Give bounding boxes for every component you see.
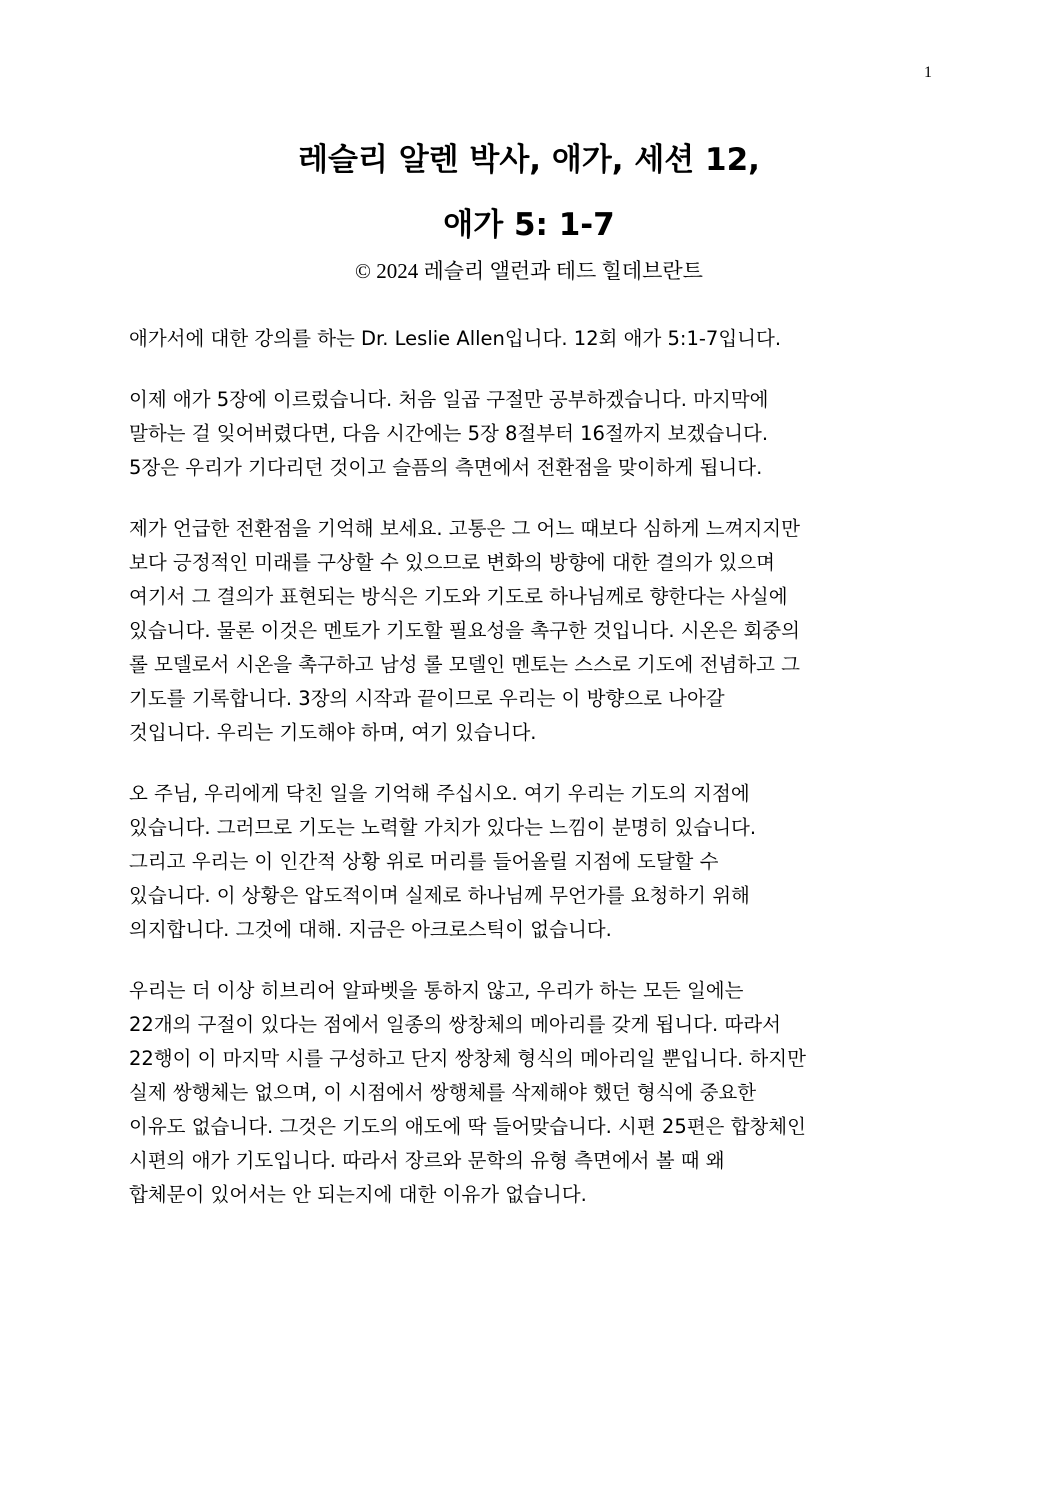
paragraph-chapter-5 bbox=[129, 383, 935, 485]
text-line: 애가서에 대한 강의를 하는 Dr. Leslie Allen입니다. 12회 애가 5:1-7입니다. bbox=[129, 327, 782, 350]
copyright-notice: © 2024 레슬리 앨런과 테드 힐데브란트 bbox=[355, 259, 703, 283]
text-line: 이유도 없습니다. 그것은 기도의 애도에 딱 들어맞습니다. 시편 25편은 합창체인 bbox=[129, 1115, 806, 1138]
page-number: 1 bbox=[924, 64, 932, 81]
text-line: 롤 모델로서 시온을 촉구하고 남성 롤 모델인 멘토는 스스로 기도에 전념하고 그 bbox=[129, 653, 800, 676]
text-line: 합체문이 있어서는 안 되는지에 대한 이유가 없습니다. bbox=[129, 1183, 587, 1206]
text-line: 의지합니다. 그것에 대해. 지금은 아크로스틱이 없습니다. bbox=[129, 918, 612, 941]
paragraph-acrostic bbox=[129, 974, 935, 1212]
document-title-line-1: 레슬리 알렌 박사, 애가, 세션 12, bbox=[298, 142, 760, 178]
text-line: 22행이 이 마지막 시를 구성하고 단지 쌍창체 형식의 메아리일 뿐입니다. 하지만 bbox=[129, 1047, 806, 1070]
text-line: 여기서 그 결의가 표현되는 방식은 기도와 기도로 하나님께로 향한다는 사실에 bbox=[129, 585, 788, 608]
paragraph-intro bbox=[129, 322, 935, 356]
paragraph-turning-point bbox=[129, 512, 935, 750]
text-line: 있습니다. 이 상황은 압도적이며 실제로 하나님께 무언가를 요청하기 위해 bbox=[129, 884, 750, 907]
text-line: 그리고 우리는 이 인간적 상황 위로 머리를 들어올릴 지점에 도달할 수 bbox=[129, 850, 719, 873]
text-line: 우리는 더 이상 히브리어 알파벳을 통하지 않고, 우리가 하는 모든 일에는 bbox=[129, 979, 744, 1002]
document-title-line-2: 애가 5: 1-7 bbox=[443, 207, 615, 243]
text-line: 것입니다. 우리는 기도해야 하며, 여기 있습니다. bbox=[129, 721, 537, 744]
text-line: 오 주님, 우리에게 닥친 일을 기억해 주십시오. 여기 우리는 기도의 지점에 bbox=[129, 782, 750, 805]
text-line: 기도를 기록합니다. 3장의 시작과 끝이므로 우리는 이 방향으로 나아갈 bbox=[129, 687, 725, 710]
text-line: 있습니다. 그러므로 기도는 노력할 가치가 있다는 느낌이 분명히 있습니다. bbox=[129, 816, 757, 839]
text-line: 있습니다. 물론 이것은 멘토가 기도할 필요성을 촉구한 것입니다. 시온은 회중의 bbox=[129, 619, 800, 642]
document-body bbox=[129, 322, 935, 1239]
text-line: 보다 긍정적인 미래를 구상할 수 있으므로 변화의 방향에 대한 결의가 있으며 bbox=[129, 551, 775, 574]
text-line: 실제 쌍행체는 없으며, 이 시점에서 쌍행체를 삭제해야 했던 형식에 중요한 bbox=[129, 1081, 757, 1104]
text-line: 이제 애가 5장에 이르렀습니다. 처음 일곱 구절만 공부하겠습니다. 마지막에 bbox=[129, 388, 769, 411]
paragraph-prayer bbox=[129, 777, 935, 947]
text-line: 5장은 우리가 기다리던 것이고 슬픔의 측면에서 전환점을 맞이하게 됩니다. bbox=[129, 456, 763, 479]
text-line: 제가 언급한 전환점을 기억해 보세요. 고통은 그 어느 때보다 심하게 느껴지지만 bbox=[129, 517, 800, 540]
text-line: 시편의 애가 기도입니다. 따라서 장르와 문학의 유형 측면에서 볼 때 왜 bbox=[129, 1149, 725, 1172]
text-line: 22개의 구절이 있다는 점에서 일종의 쌍창체의 메아리를 갖게 됩니다. 따라서 bbox=[129, 1013, 781, 1036]
text-line: 말하는 걸 잊어버렸다면, 다음 시간에는 5장 8절부터 16절까지 보겠습니다. bbox=[129, 422, 769, 445]
